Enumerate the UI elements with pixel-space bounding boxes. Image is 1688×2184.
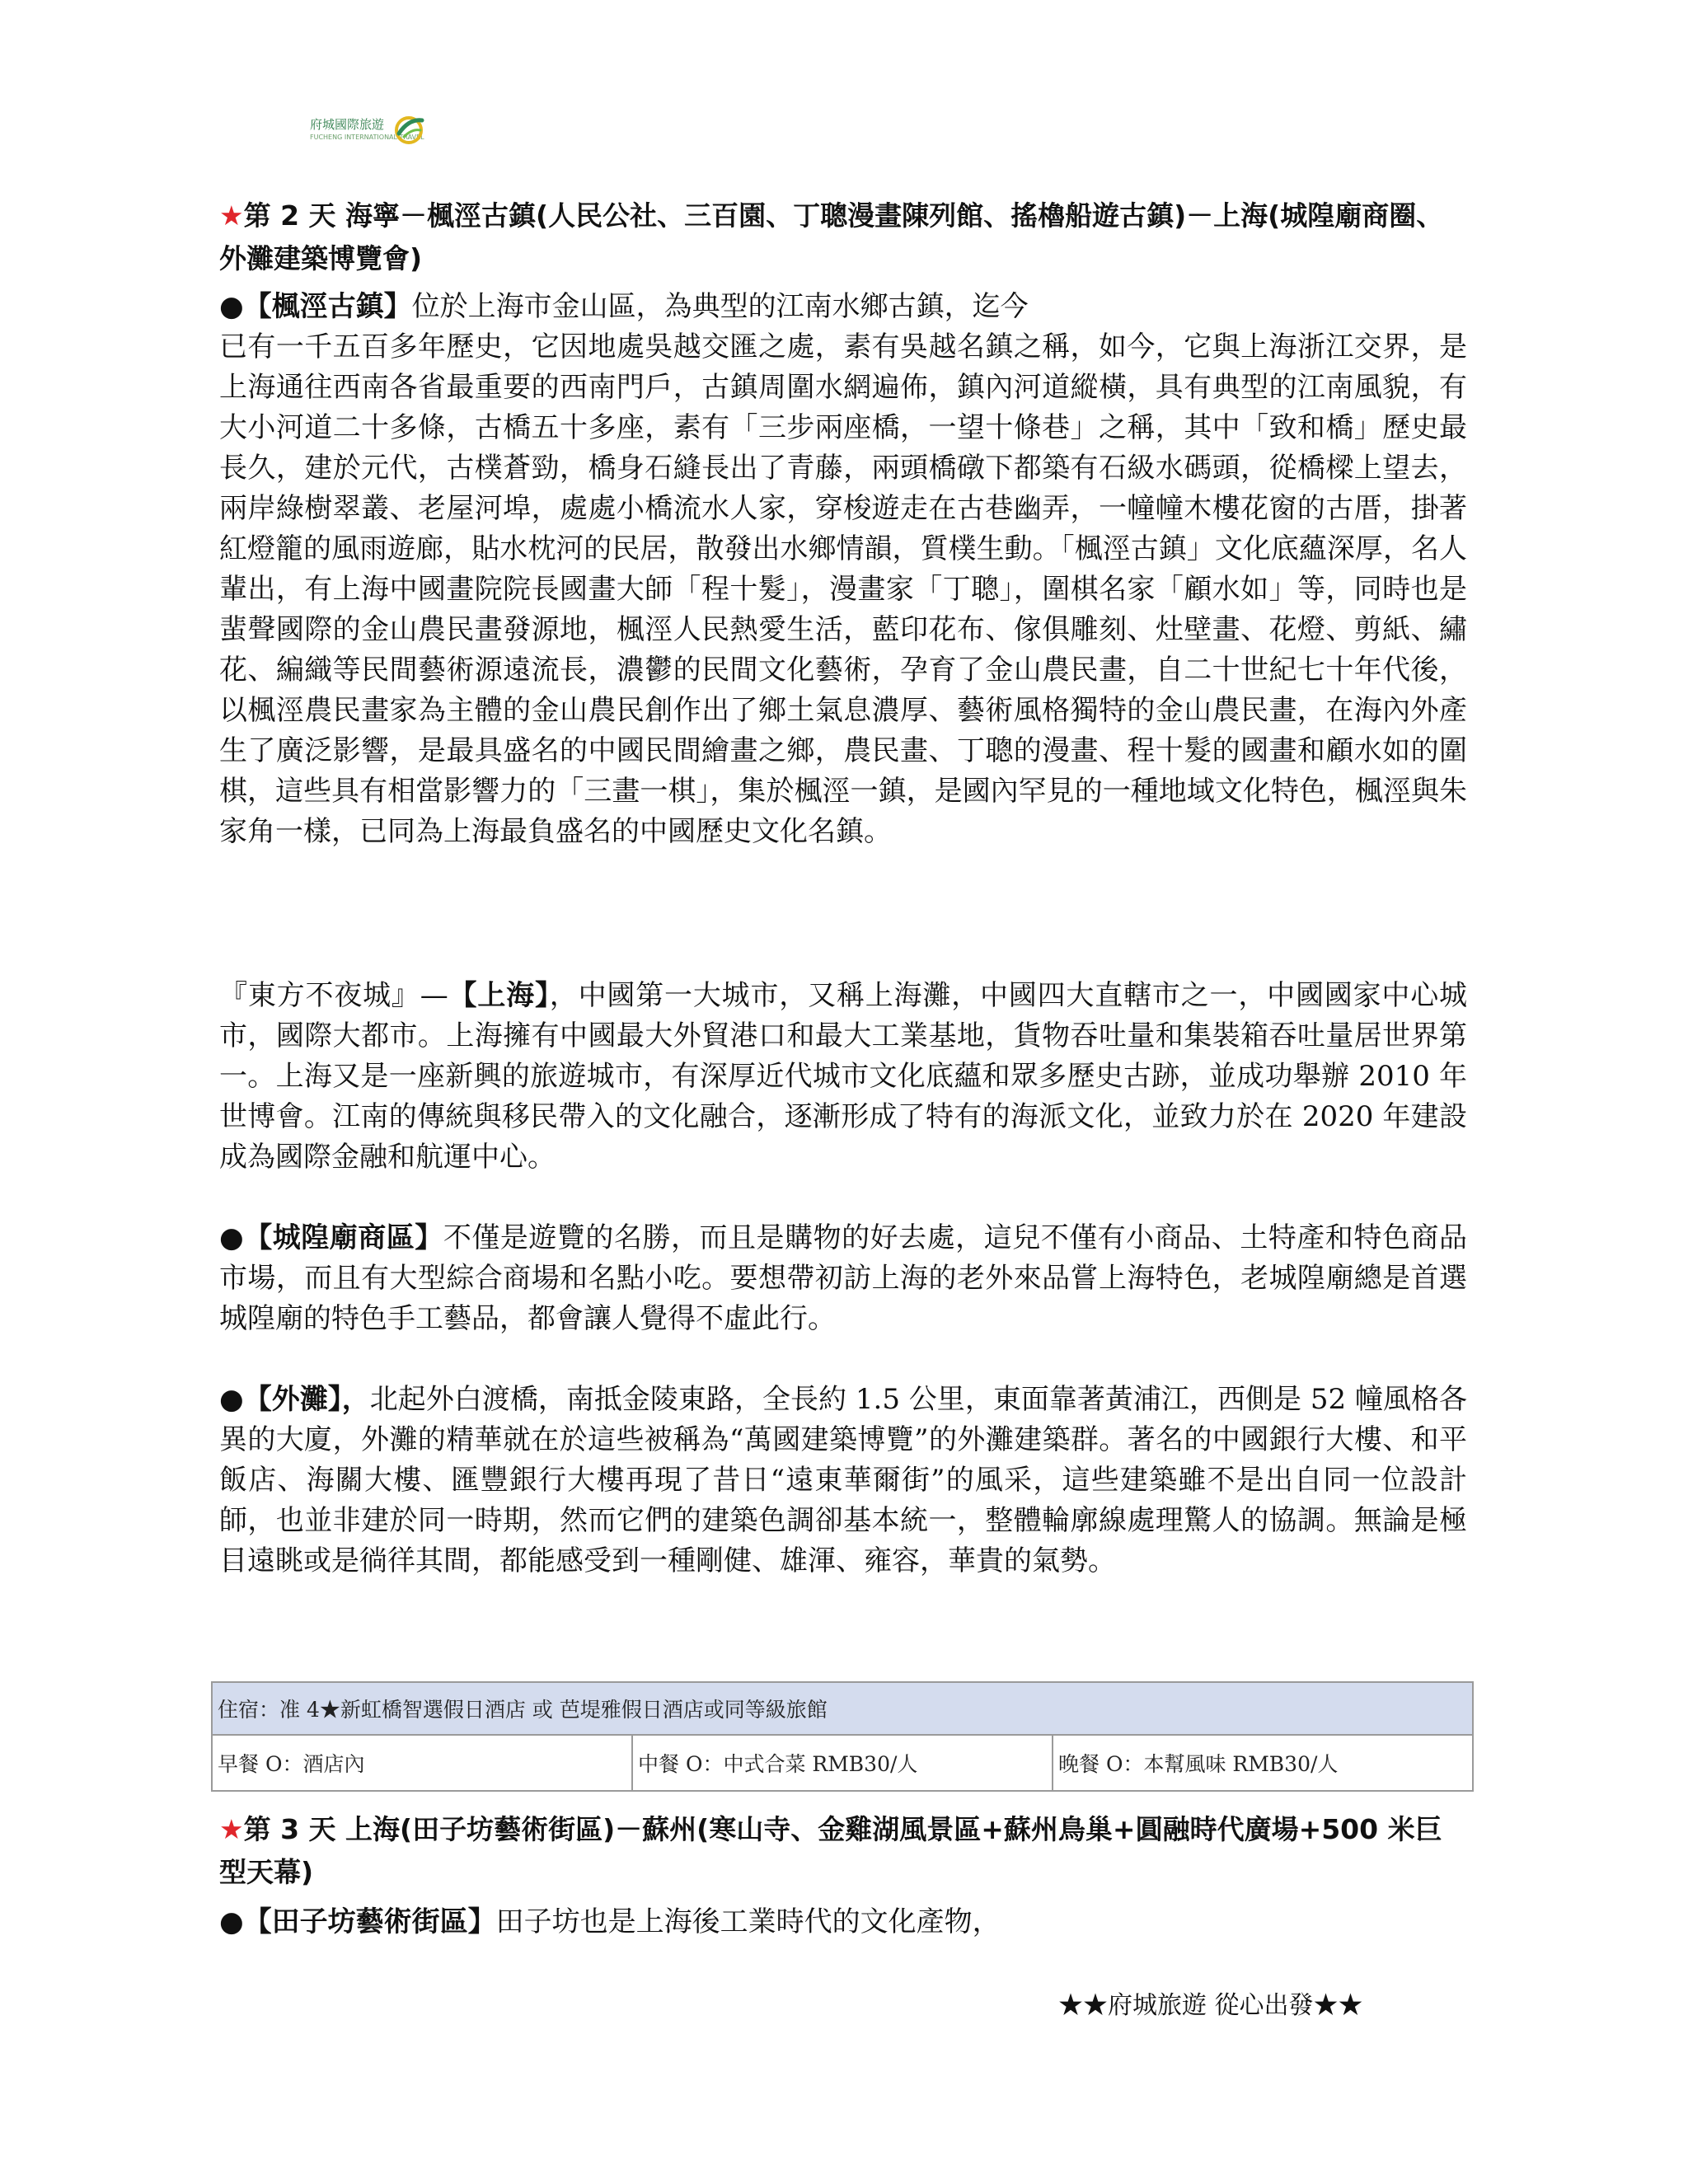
red-star-icon: ★: [219, 1813, 244, 1845]
meals-row: [213, 1736, 1472, 1790]
tianzifang-heading: 【田子坊藝術街區】: [243, 1905, 496, 1938]
day3-title: [219, 1808, 1467, 1894]
company-logo: [310, 112, 425, 152]
fengjing-heading: 【楓涇古鎮】: [243, 290, 412, 323]
lodging-meals-table: [211, 1681, 1474, 1792]
bund-paragraph: [219, 1380, 1467, 1582]
day2-title-text: 第 2 天 海寧－楓涇古鎮(人民公社、三百園、丁聰漫畫陳列館、搖櫓船遊古鎮)－上海(城隍廟商圈、外灘建築博覽會): [219, 199, 1444, 274]
lunch-cell: [633, 1736, 1053, 1790]
day2-title: [219, 194, 1467, 280]
bullet-icon: ●: [219, 1221, 245, 1254]
shanghai-paragraph: [219, 976, 1467, 1178]
lodging-row: [213, 1683, 1472, 1736]
day3-title-text: 第 3 天 上海(田子坊藝術街區)－蘇州(寒山寺、金雞湖風景區+蘇州鳥巢+圓融時代廣場+500 米巨型天幕): [219, 1813, 1442, 1888]
fengjing-text: 位於上海市金山區，為典型的江南水鄉古鎮，迄今 已有一千五百多年歷史，它因地處吳越交匯之處，素有吳越名鎮之稱，如今，它與上海浙江交界，是上海通往西南各省最重要的西南門戶，古鎮周圍水網遍佈，鎮內河道縱橫，具有典型的江南風貌，有大小河道二十多條，古橋五十多座，素有「三步兩座橋，一望十條巷」之稱，其中「致和橋」歷史最長久，建於元代，古樸蒼勁，橋身石縫長出了青藤，兩頭橋礅下都築有石級水碼頭，從橋樑上望去，兩岸綠樹翠叢、老屋河埠，處處小橋流水人家，穿梭遊走在古巷幽弄，一幢幢木樓花窗的古厝，掛著紅燈籠的風雨遊廊，貼水枕河的民居，散發出水鄉情韻，質樸生動。「楓涇古鎮」文化底蘊深厚，名人輩出，有上海中國畫院院長國畫大師「程十髮」，漫畫家「丁聰」，圍棋名家「顧水如」等，同時也是蜚聲國際的金山農民畫發源地，楓涇人民熱愛生活，藍印花布、傢俱雕刻、灶壁畫、花燈、剪紙、繡花、編織等民間藝術源遠流長，濃鬱的民間文化藝術，孕育了金山農民畫，自二十世紀七十年代後，以楓涇農民畫家為主體的金山農民創作出了鄉土氣息濃厚、藝術風格獨特的金山農民畫，在海內外產生了廣泛影響，是最具盛名的中國民間繪畫之鄉，農民畫、丁聰的漫畫、程十髮的國畫和顧水如的圍棋，這些具有相當影響力的「三畫一棋」，集於楓涇一鎮，是國內罕見的一種地域文化特色，楓涇與朱家角一樣，已同為上海最負盛名的中國歷史文化名鎮。: [219, 290, 1467, 848]
logo-text: 府城國際旅遊: [310, 117, 385, 132]
lunch-text: 中餐 O：中式合菜 RMB30/人: [638, 1752, 918, 1776]
footer-slogan: ★★府城旅遊 從心出發★★: [1058, 1991, 1363, 2020]
bund-text: 北起外白渡橋，南抵金陵東路，全長約 1.5 公里，東面靠著黃浦江，西側是 52 幢風格各異的大廈，外灘的精華就在於這些被稱為“萬國建築博覽”的外灘建築群。著名的中國銀行大樓、和平飯店、海關大樓、匯豐銀行大樓再現了昔日“遠東華爾街”的風采，這些建築雖不是出自同一位設計師，也並非建於同一時期，然而它們的建築色調卻基本統一，整體輪廓線處理驚人的協調。無論是極目遠眺或是徜徉其間，都能感受到一種剛健、雄渾、雍容，華貴的氣勢。: [219, 1383, 1467, 1577]
breakfast-cell: [213, 1736, 633, 1790]
chenghuang-paragraph: [219, 1218, 1467, 1339]
chenghuang-text: 不僅是遊覽的名勝，而且是購物的好去處，這兒不僅有小商品、土特產和特色商品市場，而且有大型綜合商場和名點小吃。要想帶初訪上海的老外來品嘗上海特色，老城隍廟總是首選城隍廟的特色手工藝品，都會讓人覺得不虛此行。: [219, 1221, 1467, 1335]
bullet-icon: ●: [219, 1905, 244, 1938]
logo-subtext: FUCHENG INTERNATIONAL TRAVEL: [310, 134, 424, 141]
lodging-text: 住宿：准 4★新虹橋智選假日酒店 或 芭堤雅假日酒店或同等級旅館: [218, 1698, 828, 1722]
dinner-text: 晚餐 O：本幫風味 RMB30/人: [1058, 1752, 1339, 1776]
shanghai-lead: 『東方不夜城』—: [219, 979, 448, 1012]
fengjing-paragraph: [219, 287, 1467, 852]
chenghuang-heading: 【城隍廟商區】: [244, 1221, 443, 1254]
bullet-icon: ●: [219, 1383, 244, 1416]
shanghai-heading: 【上海】: [448, 979, 550, 1012]
bund-heading: 【外灘】，: [243, 1383, 370, 1416]
dinner-cell: [1053, 1736, 1472, 1790]
red-star-icon: ★: [219, 199, 244, 232]
tianzifang-text: 田子坊也是上海後工業時代的文化產物，: [495, 1905, 1001, 1938]
breakfast-text: 早餐 O：酒店內: [218, 1752, 365, 1776]
bullet-icon: ●: [219, 290, 244, 323]
logo-swirl-icon: [392, 112, 425, 145]
tianzifang-paragraph: [219, 1902, 1467, 1943]
shanghai-text: ，中國第一大城市，又稱上海灘，中國四大直轄市之一，中國國家中心城市，國際大都市。上海擁有中國最大外貿港口和最大工業基地，貨物吞吐量和集裝箱吞吐量居世界第一。上海又是一座新興的旅遊城市，有深厚近代城市文化底蘊和眾多歷史古跡，並成功舉辦 2010 年世博會。江南的傳統與移民帶入的文化融合，逐漸形成了特有的海派文化，並致力於在 2020 年建設成為國際金融和航運中心。: [219, 979, 1468, 1174]
